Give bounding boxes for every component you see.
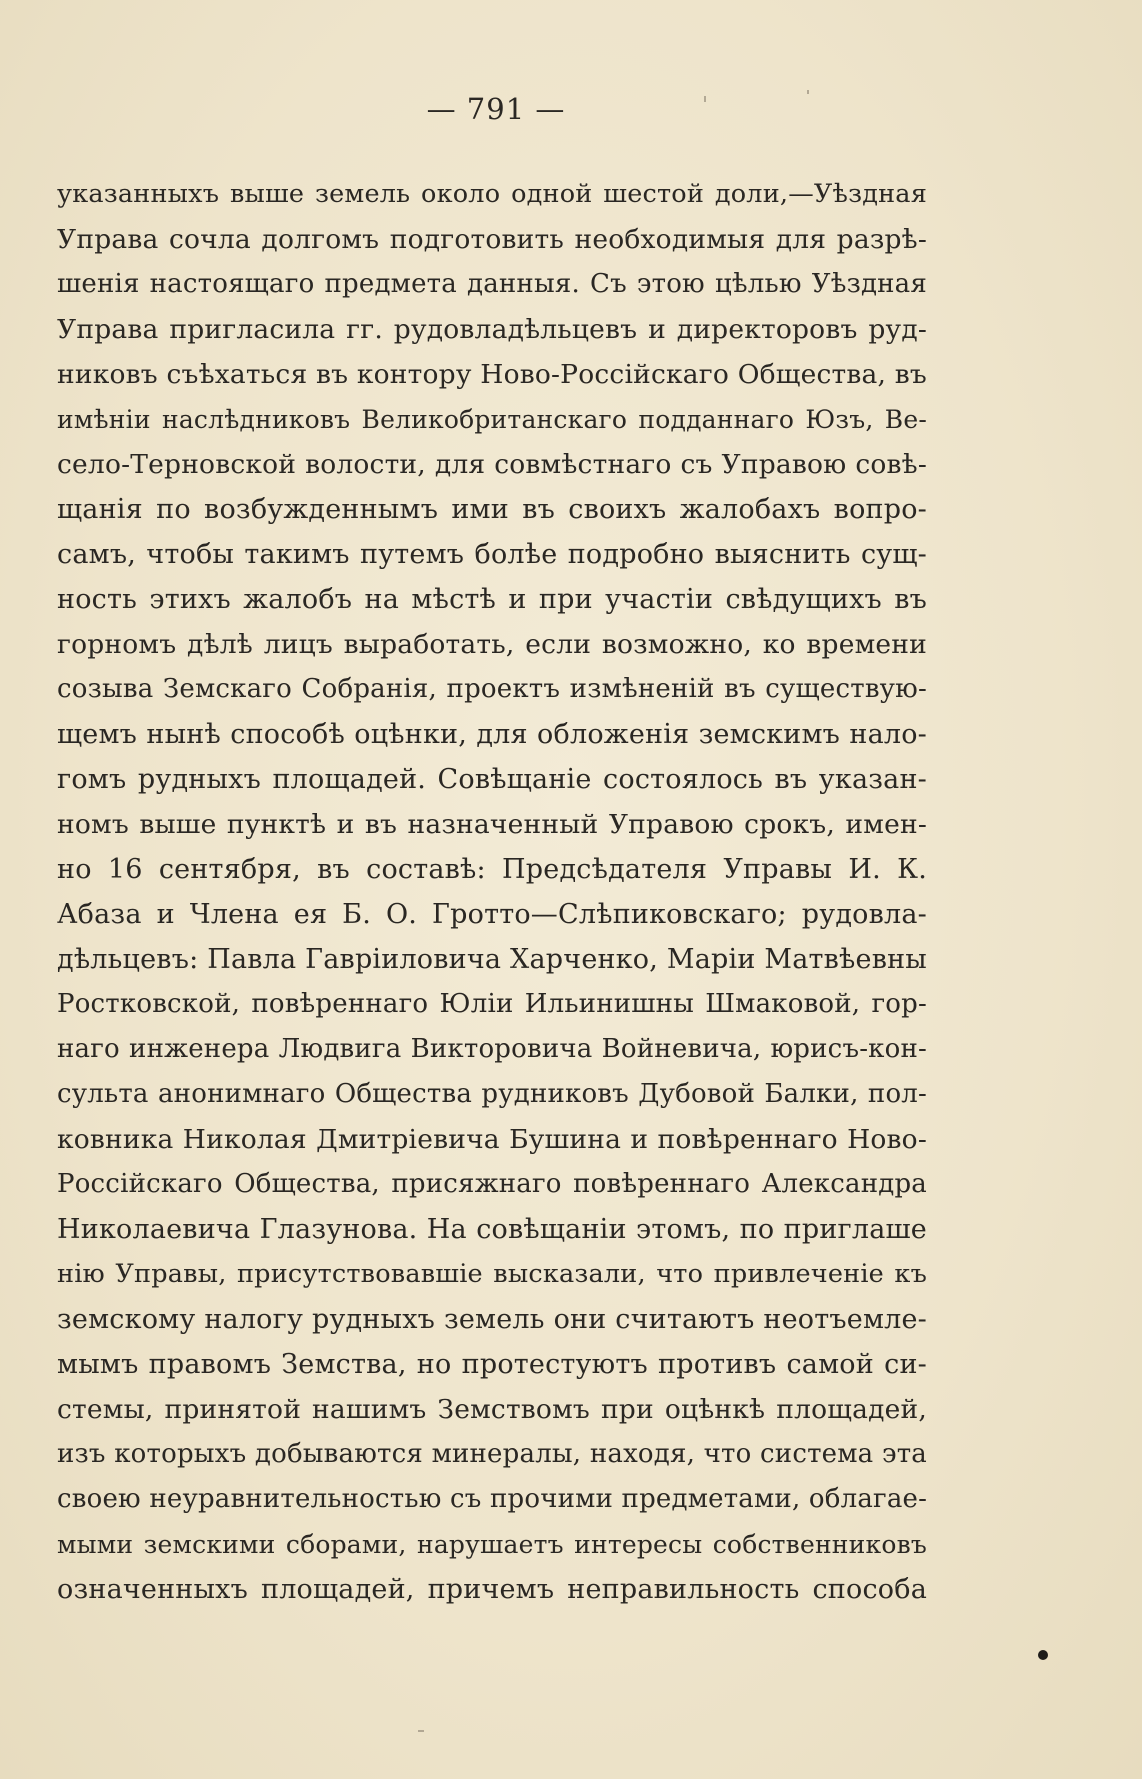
paper-speck: [807, 90, 809, 94]
text-line: щемъ нынѣ способѣ оцѣнки, для обложенія земскимъ нало-: [57, 719, 927, 750]
text-line: горномъ дѣлѣ лицъ выработать, если возможно, ко времени: [57, 629, 927, 660]
text-line: означенныхъ площадей, причемъ неправильность способа: [57, 1574, 927, 1605]
text-line: дѣльцевъ: Павла Гавріиловича Харченко, Маріи Матвѣевны: [57, 944, 927, 975]
text-line: но 16 сентября, въ составѣ: Предсѣдателя Управы И. К.: [57, 854, 927, 885]
text-line: созыва Земскаго Собранія, проектъ измѣненій въ существую-: [57, 674, 927, 704]
text-line: указанныхъ выше земель около одной шестой доли,—Уѣздная: [57, 179, 927, 209]
text-line: номъ выше пунктѣ и въ назначенный Управою срокъ, имен-: [57, 809, 927, 840]
text-line: Абаза и Члена ея Б. О. Гротто—Слѣпиковскаго; рудовла-: [57, 899, 927, 930]
paper-speck: [418, 1730, 424, 1732]
text-line: никовъ съѣхаться въ контору Ново-Россійскаго Общества, въ: [57, 359, 927, 390]
text-line: шенія настоящаго предмета данныя. Съ этою цѣлью Уѣздная: [57, 269, 927, 299]
text-line: своею неуравнительностью съ прочими предметами, облагае-: [57, 1484, 928, 1514]
ink-dot: [1038, 1650, 1048, 1660]
text-line: мымъ правомъ Земства, но протестуютъ противъ самой си-: [57, 1349, 927, 1380]
text-line: Россійскаго Общества, присяжнаго повѣреннаго Александра: [57, 1169, 927, 1199]
text-line: Управа пригласила гг. рудовладѣльцевъ и директоровъ руд-: [57, 314, 927, 345]
text-line: Управа сочла долгомъ подготовить необходимыя для разрѣ-: [57, 224, 927, 255]
text-line: мыми земскими сборами, нарушаетъ интересы собственниковъ: [57, 1530, 927, 1559]
body-text: [57, 172, 927, 1612]
text-line: щанія по возбужденнымъ ими въ своихъ жалобахъ вопро-: [57, 494, 927, 525]
text-line: изъ которыхъ добываются минералы, находя, что система эта: [57, 1439, 927, 1469]
text-line: имѣніи наслѣдниковъ Великобританскаго подданнаго Юзъ, Ве-: [57, 405, 927, 434]
text-line: земскому налогу рудныхъ земель они считаютъ неотъемле-: [57, 1304, 927, 1335]
text-line: село-Терновской волости, для совмѣстнаго съ Управою совѣ-: [57, 449, 927, 480]
text-line: стемы, принятой нашимъ Земствомъ при оцѣнкѣ площадей,: [57, 1394, 927, 1425]
text-line: Николаевича Глазунова. На совѣщаніи этомъ, по приглаше: [57, 1214, 927, 1245]
text-line: гомъ рудныхъ площадей. Совѣщаніе состоялось въ указан-: [57, 764, 927, 795]
text-line: сульта анонимнаго Общества рудниковъ Дубовой Балки, пол-: [57, 1079, 927, 1109]
text-line: Ростковской, повѣреннаго Юліи Ильинишны Шмаковой, гор-: [57, 989, 927, 1019]
text-line: самъ, чтобы такимъ путемъ болѣе подробно выяснить сущ-: [57, 539, 927, 570]
text-line: нію Управы, присутствовавшіе высказали, что привлеченіе къ: [57, 1259, 927, 1289]
page-number: — 791 —: [426, 92, 566, 126]
text-line: наго инженера Людвига Викторовича Войневича, юрисъ-кон-: [57, 1034, 927, 1064]
text-line: ность этихъ жалобъ на мѣстѣ и при участіи свѣдущихъ въ: [57, 584, 927, 615]
text-line: ковника Николая Дмитріевича Бушина и повѣреннаго Ново-: [57, 1124, 927, 1155]
paper-speck: [704, 96, 706, 102]
